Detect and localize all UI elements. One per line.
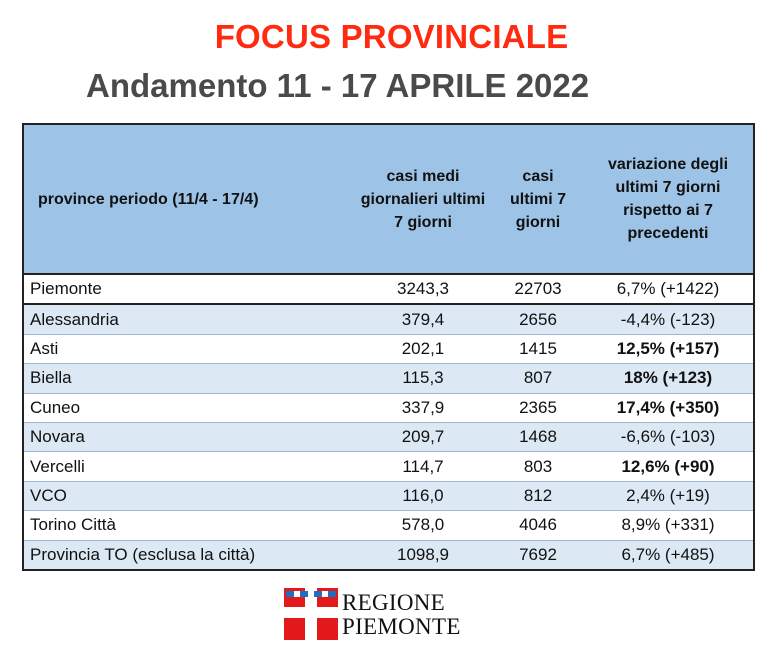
column-header-province: province periodo (11/4 - 17/4) xyxy=(23,124,353,274)
table-row xyxy=(23,393,754,422)
cell-daily-average: 578,0 xyxy=(353,511,493,540)
cell-variation: -4,4% (-123) xyxy=(583,304,754,334)
cell-daily-average: 379,4 xyxy=(353,304,493,334)
cell-weekly-cases: 2365 xyxy=(493,393,583,422)
cell-daily-average: 1098,9 xyxy=(353,540,493,570)
page-title: FOCUS PROVINCIALE xyxy=(214,18,569,55)
cell-daily-average: 114,7 xyxy=(353,452,493,481)
cell-weekly-cases: 7692 xyxy=(493,540,583,570)
table-row xyxy=(23,422,754,451)
column-header-daily-average: casi medi giornalieri ultimi 7 giorni xyxy=(353,124,493,274)
cell-daily-average: 337,9 xyxy=(353,393,493,422)
cell-province: VCO xyxy=(23,481,353,510)
cell-province: Provincia TO (esclusa la città) xyxy=(23,540,353,570)
table-row xyxy=(23,540,754,570)
cell-weekly-cases: 1415 xyxy=(493,334,583,363)
cell-province: Asti xyxy=(23,334,353,363)
cell-weekly-cases: 807 xyxy=(493,364,583,393)
cell-daily-average: 202,1 xyxy=(353,334,493,363)
table-row xyxy=(23,274,754,304)
cell-province: Cuneo xyxy=(23,393,353,422)
table-row xyxy=(23,481,754,510)
table-row xyxy=(23,511,754,540)
cell-variation: 6,7% (+485) xyxy=(583,540,754,570)
cell-variation: 17,4% (+350) xyxy=(583,393,754,422)
cell-variation: 6,7% (+1422) xyxy=(583,274,754,304)
table-row xyxy=(23,452,754,481)
cell-province: Novara xyxy=(23,422,353,451)
cell-weekly-cases: 812 xyxy=(493,481,583,510)
cell-daily-average: 3243,3 xyxy=(353,274,493,304)
cell-weekly-cases: 1468 xyxy=(493,422,583,451)
cell-daily-average: 116,0 xyxy=(353,481,493,510)
table-header-row xyxy=(23,124,754,274)
column-header-weekly-cases: casi ultimi 7 giorni xyxy=(493,124,583,274)
table-row xyxy=(23,304,754,334)
column-header-variation: variazione degli ultimi 7 giorni rispetto ai 7 precedenti xyxy=(583,124,754,274)
page-subtitle: Andamento 11 - 17 APRILE 2022 xyxy=(86,67,590,104)
cell-variation: -6,6% (-103) xyxy=(583,422,754,451)
cell-variation: 12,6% (+90) xyxy=(583,452,754,481)
cell-weekly-cases: 803 xyxy=(493,452,583,481)
cell-variation: 2,4% (+19) xyxy=(583,481,754,510)
cell-weekly-cases: 2656 xyxy=(493,304,583,334)
cell-province: Alessandria xyxy=(23,304,353,334)
regione-piemonte-logo xyxy=(284,588,464,640)
logo-text-line1: REGIONE xyxy=(342,590,446,615)
cell-variation: 18% (+123) xyxy=(583,364,754,393)
cell-weekly-cases: 22703 xyxy=(493,274,583,304)
regione-piemonte-emblem-icon xyxy=(284,588,338,640)
logo-text-line2: PIEMONTE xyxy=(342,614,461,639)
cell-province: Piemonte xyxy=(23,274,353,304)
table-row xyxy=(23,334,754,363)
cases-table xyxy=(22,123,755,571)
cell-province: Torino Città xyxy=(23,511,353,540)
cell-daily-average: 209,7 xyxy=(353,422,493,451)
cell-weekly-cases: 4046 xyxy=(493,511,583,540)
table-row xyxy=(23,364,754,393)
cell-variation: 12,5% (+157) xyxy=(583,334,754,363)
cell-variation: 8,9% (+331) xyxy=(583,511,754,540)
cell-province: Biella xyxy=(23,364,353,393)
cell-province: Vercelli xyxy=(23,452,353,481)
cell-daily-average: 115,3 xyxy=(353,364,493,393)
